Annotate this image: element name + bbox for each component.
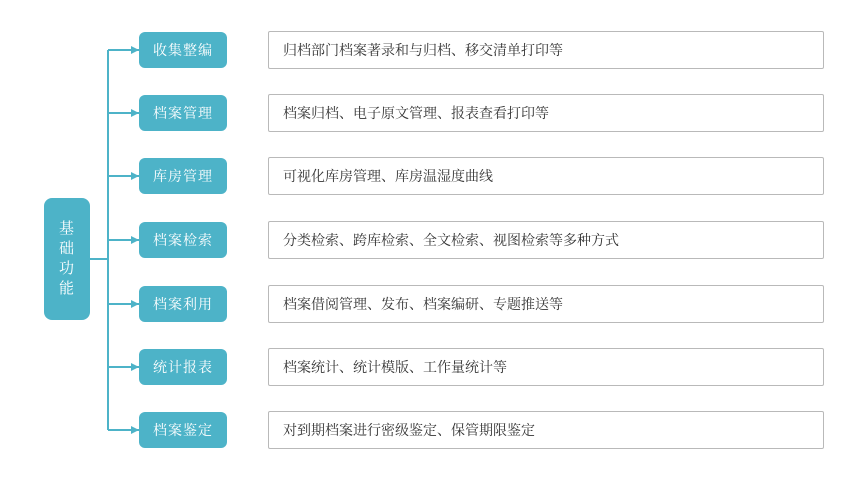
category-node-label: 档案鉴定 (153, 422, 213, 438)
branch-arrow-3 (131, 172, 139, 180)
description-box-4 (268, 221, 824, 259)
description-box-7 (268, 411, 824, 449)
category-node-4[interactable] (139, 222, 227, 258)
category-node-label: 档案检索 (153, 232, 213, 248)
category-node-label: 收集整编 (153, 42, 213, 58)
category-node-label: 统计报表 (153, 359, 213, 375)
description-text: 档案借阅管理、发布、档案编研、专题推送等 (283, 296, 563, 312)
category-node-label: 档案管理 (153, 105, 213, 121)
description-text: 档案统计、统计模版、工作量统计等 (283, 359, 507, 375)
category-node-6[interactable] (139, 349, 227, 385)
description-box-6 (268, 348, 824, 386)
branch-arrow-5 (131, 300, 139, 308)
branch-arrow-1 (131, 46, 139, 54)
branch-arrow-6 (131, 363, 139, 371)
description-text: 归档部门档案著录和与归档、移交清单打印等 (283, 42, 563, 58)
branch-arrow-7 (131, 426, 139, 434)
branch-arrow-2 (131, 109, 139, 117)
description-box-1 (268, 31, 824, 69)
root-node[interactable] (44, 198, 90, 320)
category-node-5[interactable] (139, 286, 227, 322)
description-text: 档案归档、电子原文管理、报表查看打印等 (283, 105, 549, 121)
category-node-3[interactable] (139, 158, 227, 194)
description-text: 可视化库房管理、库房温湿度曲线 (283, 168, 493, 184)
description-box-5 (268, 285, 824, 323)
root-node-label: 基础功能 (58, 220, 75, 297)
description-box-3 (268, 157, 824, 195)
description-text: 对到期档案进行密级鉴定、保管期限鉴定 (283, 422, 535, 438)
category-node-2[interactable] (139, 95, 227, 131)
category-node-label: 库房管理 (153, 168, 213, 184)
description-box-2 (268, 94, 824, 132)
category-node-1[interactable] (139, 32, 227, 68)
category-node-7[interactable] (139, 412, 227, 448)
description-text: 分类检索、跨库检索、全文检索、视图检索等多种方式 (283, 232, 619, 248)
category-node-label: 档案利用 (153, 296, 213, 312)
branch-arrow-4 (131, 236, 139, 244)
